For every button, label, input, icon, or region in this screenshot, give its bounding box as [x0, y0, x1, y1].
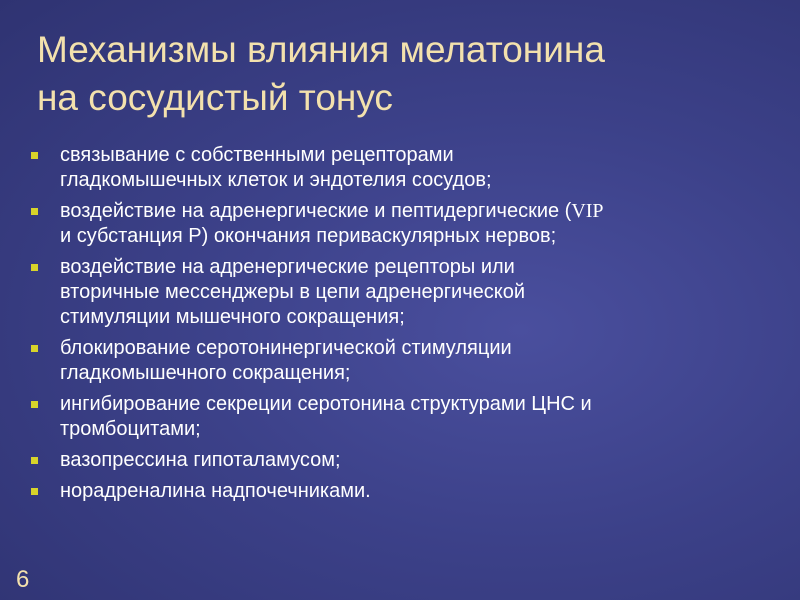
bullet-item: [30, 143, 790, 193]
bullet-item: [30, 479, 790, 504]
bullet-item: [30, 199, 790, 249]
bullet-line: связывание с собственными рецепторами: [60, 144, 454, 166]
bullet-line: и субстанция Р) окончания периваскулярных нервов;: [60, 225, 557, 247]
title-line-1: Механизмы влияния мелатонина: [37, 29, 605, 70]
square-bullet-icon: [31, 401, 38, 408]
bullet-line: ингибирование секреции серотонина структурами ЦНС и: [60, 393, 592, 415]
bullet-line: блокирование серотонинергической стимуляции: [60, 337, 512, 359]
bullet-line: норадреналина надпочечниками.: [60, 480, 371, 502]
bullet-line: гладкомышечных клеток и эндотелия сосудов;: [60, 169, 492, 191]
square-bullet-icon: [31, 457, 38, 464]
bullet-item: [30, 255, 790, 330]
bullet-line: вторичные мессенджеры в цепи адренергической: [60, 281, 526, 303]
bullet-line: тромбоцитами;: [60, 418, 201, 440]
bullet-item: [30, 448, 790, 473]
bullet-item: [30, 336, 790, 386]
square-bullet-icon: [31, 152, 38, 159]
bullet-line: гладкомышечного сокращения;: [60, 362, 351, 384]
bullet-item: [30, 392, 790, 442]
bullet-line: [60, 199, 790, 224]
page-number: 6: [16, 566, 30, 593]
square-bullet-icon: [31, 345, 38, 352]
bullet-text: воздействие на адренергические и пептидергические (: [60, 200, 572, 222]
title-line-2: на сосудистый тонус: [37, 77, 393, 118]
bullet-list: [30, 143, 790, 510]
square-bullet-icon: [31, 208, 38, 215]
bullet-line: воздействие на адренергические рецепторы или: [60, 256, 515, 278]
square-bullet-icon: [31, 264, 38, 271]
bullet-line: вазопрессина гипоталамусом;: [60, 449, 341, 471]
vip-abbreviation: VIP: [571, 200, 604, 222]
square-bullet-icon: [31, 488, 38, 495]
slide-title: [37, 26, 777, 122]
bullet-line: стимуляции мышечного сокращения;: [60, 306, 405, 328]
